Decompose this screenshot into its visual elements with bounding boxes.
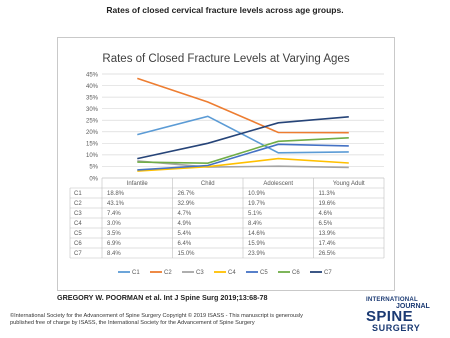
y-tick-label: 40%: [85, 83, 98, 90]
legend-label-c5: C5: [260, 270, 268, 277]
citation-text: GREGORY W. POORMAN et al. Int J Spine Surg 2019;13:68-78: [57, 293, 268, 302]
y-tick-label: 25%: [85, 118, 98, 125]
series-line-c1: [137, 116, 348, 153]
table-row-label: C7: [74, 251, 82, 257]
table-value-cell: 8.4%: [107, 251, 121, 257]
table-value-cell: 11.3%: [318, 191, 336, 197]
table-row-label: C6: [74, 241, 82, 247]
logo-line-journal: JOURNAL: [396, 303, 430, 310]
logo-line-spine: SPINE: [366, 308, 414, 325]
table-value-cell: 4.9%: [177, 221, 192, 227]
table-value-cell: 26.5%: [318, 251, 336, 257]
table-value-cell: 3.5%: [107, 231, 121, 237]
table-value-cell: 23.9%: [248, 251, 266, 257]
series-line-c4: [137, 159, 348, 172]
chart-title: Rates of Closed Fracture Levels at Varying Ages: [102, 53, 350, 65]
table-value-cell: 17.4%: [318, 241, 336, 247]
table-header-cell: Young Adult: [332, 181, 365, 187]
table-value-cell: 19.7%: [248, 201, 266, 207]
table-value-cell: 15.0%: [177, 251, 195, 257]
y-tick-label: 20%: [85, 130, 98, 137]
table-value-cell: 15.9%: [248, 241, 266, 247]
table-value-cell: 32.9%: [177, 201, 195, 207]
table-value-cell: 43.1%: [107, 201, 125, 207]
legend-label-c6: C6: [292, 270, 300, 277]
line-chart: [58, 38, 394, 290]
table-header-cell: Adolescent: [263, 181, 294, 187]
table-value-cell: 4.7%: [177, 211, 192, 217]
logo-line-surgery: SURGERY: [372, 323, 421, 333]
table-value-cell: 19.6%: [318, 201, 336, 207]
table-value-cell: 26.7%: [177, 191, 195, 197]
series-line-c2: [137, 78, 348, 132]
table-value-cell: 18.8%: [107, 191, 125, 197]
chart-container: [57, 37, 395, 291]
table-value-cell: 6.4%: [177, 241, 192, 247]
y-tick-label: 15%: [85, 141, 98, 148]
legend-label-c3: C3: [196, 270, 204, 277]
table-row-label: C2: [74, 201, 82, 207]
y-tick-label: 5%: [89, 164, 98, 171]
table-value-cell: 3.0%: [107, 221, 121, 227]
y-tick-label: 0%: [89, 176, 98, 183]
table-value-cell: 6.9%: [107, 241, 121, 247]
figure-caption: Rates of closed cervical fracture levels across age groups.: [106, 5, 344, 15]
table-row-label: C3: [74, 211, 82, 217]
legend-label-c7: C7: [324, 270, 332, 277]
table-row-label: C5: [74, 231, 82, 237]
table-row-label: C1: [74, 191, 82, 197]
table-value-cell: 8.4%: [248, 221, 262, 227]
logo-line-international: INTERNATIONAL: [366, 296, 418, 303]
y-tick-label: 35%: [85, 95, 98, 102]
table-header-cell: Infantile: [126, 181, 148, 187]
table-value-cell: 10.9%: [248, 191, 266, 197]
y-tick-label: 45%: [85, 72, 98, 79]
table-value-cell: 7.4%: [107, 211, 121, 217]
table-header-cell: Child: [200, 181, 215, 187]
journal-logo: [366, 296, 442, 334]
y-tick-label: 10%: [85, 153, 98, 160]
table-row-label: C4: [74, 221, 82, 227]
table-value-cell: 4.6%: [318, 211, 333, 217]
copyright-text: ©International Society for the Advancement of Spine Surgery Copyright © 2019 ISASS - This manuscript is generously published free of charge by ISASS, the International Society for the Advancement of Spine Surgery: [10, 313, 303, 326]
legend-label-c1: C1: [132, 270, 140, 277]
table-value-cell: 5.4%: [177, 231, 192, 237]
table-value-cell: 13.9%: [318, 231, 336, 237]
legend-label-c2: C2: [164, 270, 172, 277]
series-line-c6: [137, 138, 348, 163]
legend-label-c4: C4: [228, 270, 236, 277]
table-value-cell: 5.1%: [248, 211, 262, 217]
y-tick-label: 30%: [85, 106, 98, 113]
table-value-cell: 14.6%: [248, 231, 266, 237]
table-value-cell: 6.5%: [318, 221, 333, 227]
